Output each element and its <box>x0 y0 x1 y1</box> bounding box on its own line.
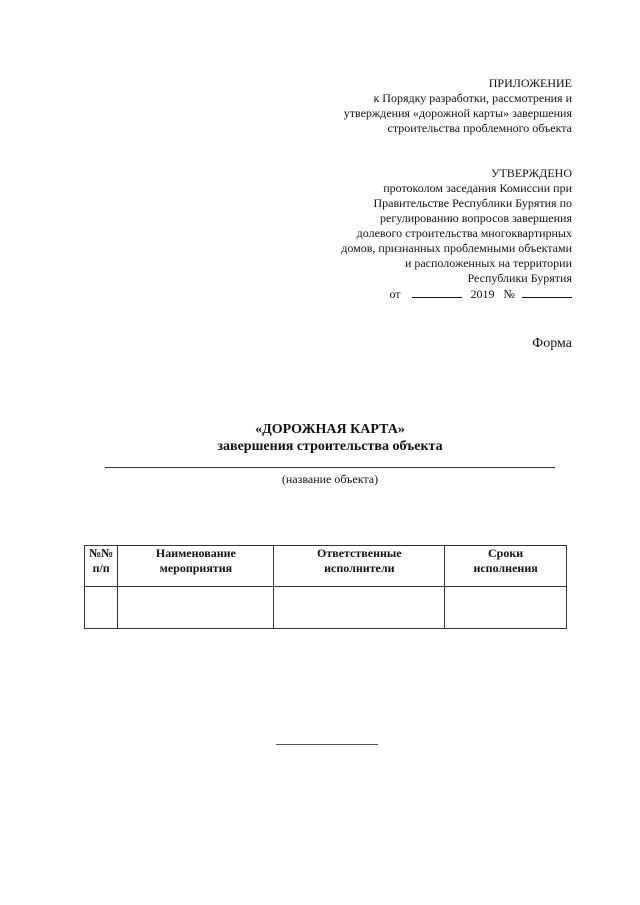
header-number-line1: №№ <box>89 546 114 560</box>
header-number <box>85 546 118 587</box>
appendix-block <box>302 76 572 136</box>
header-deadline-line1: Сроки <box>488 546 524 560</box>
approval-heading: УТВЕРЖДЕНО <box>490 166 572 180</box>
approval-line: и расположенных на территории <box>404 256 572 270</box>
object-name-line <box>105 467 555 468</box>
approval-line: регулированию вопросов завершения <box>380 211 572 225</box>
header-activity-line1: Наименование <box>155 546 236 560</box>
cell-activity <box>118 587 274 629</box>
appendix-line: к Порядку разработки, рассмотрения и <box>373 91 572 105</box>
table-header-row <box>85 546 567 587</box>
header-deadline <box>445 546 567 587</box>
appendix-heading: ПРИЛОЖЕНИЕ <box>488 76 572 90</box>
approval-line: Республики Бурятия <box>467 271 572 285</box>
approval-line: долевого строительства многоквартирных <box>356 226 572 240</box>
approval-line: протоколом заседания Комиссии при <box>383 181 572 195</box>
title-line-2: завершения строительства объекта <box>217 439 443 454</box>
header-deadline-line2: исполнения <box>473 561 538 575</box>
date-blank-field <box>412 286 462 298</box>
approval-line: домов, признанных проблемными объектами <box>341 241 572 255</box>
title-line-1: «ДОРОЖНАЯ КАРТА» <box>255 422 405 437</box>
object-name-caption: (название объекта) <box>281 472 379 486</box>
cell-number <box>85 587 118 629</box>
header-activity <box>118 546 274 587</box>
header-number-line2: п/п <box>92 561 110 575</box>
header-activity-line2: мероприятия <box>159 561 233 575</box>
header-responsible <box>274 546 445 587</box>
number-sign: № <box>503 287 515 301</box>
header-responsible-line2: исполнители <box>324 561 395 575</box>
roadmap-table <box>84 545 567 629</box>
date-prefix: от <box>389 287 401 301</box>
approval-line: Правительстве Республики Бурятия по <box>373 196 572 210</box>
footer-divider <box>276 744 378 745</box>
cell-responsible <box>274 587 445 629</box>
cell-deadline <box>445 587 567 629</box>
appendix-line: утверждения «дорожной карты» завершения <box>343 106 572 120</box>
document-title <box>105 421 555 455</box>
header-responsible-line1: Ответственные <box>316 546 402 560</box>
form-label: Форма <box>532 336 572 351</box>
approval-year: 2019 <box>470 287 495 301</box>
approval-block <box>302 166 572 302</box>
number-blank-field <box>522 286 572 298</box>
table-row <box>85 587 567 629</box>
appendix-line: строительства проблемного объекта <box>387 121 572 135</box>
approval-date-line <box>302 286 572 302</box>
